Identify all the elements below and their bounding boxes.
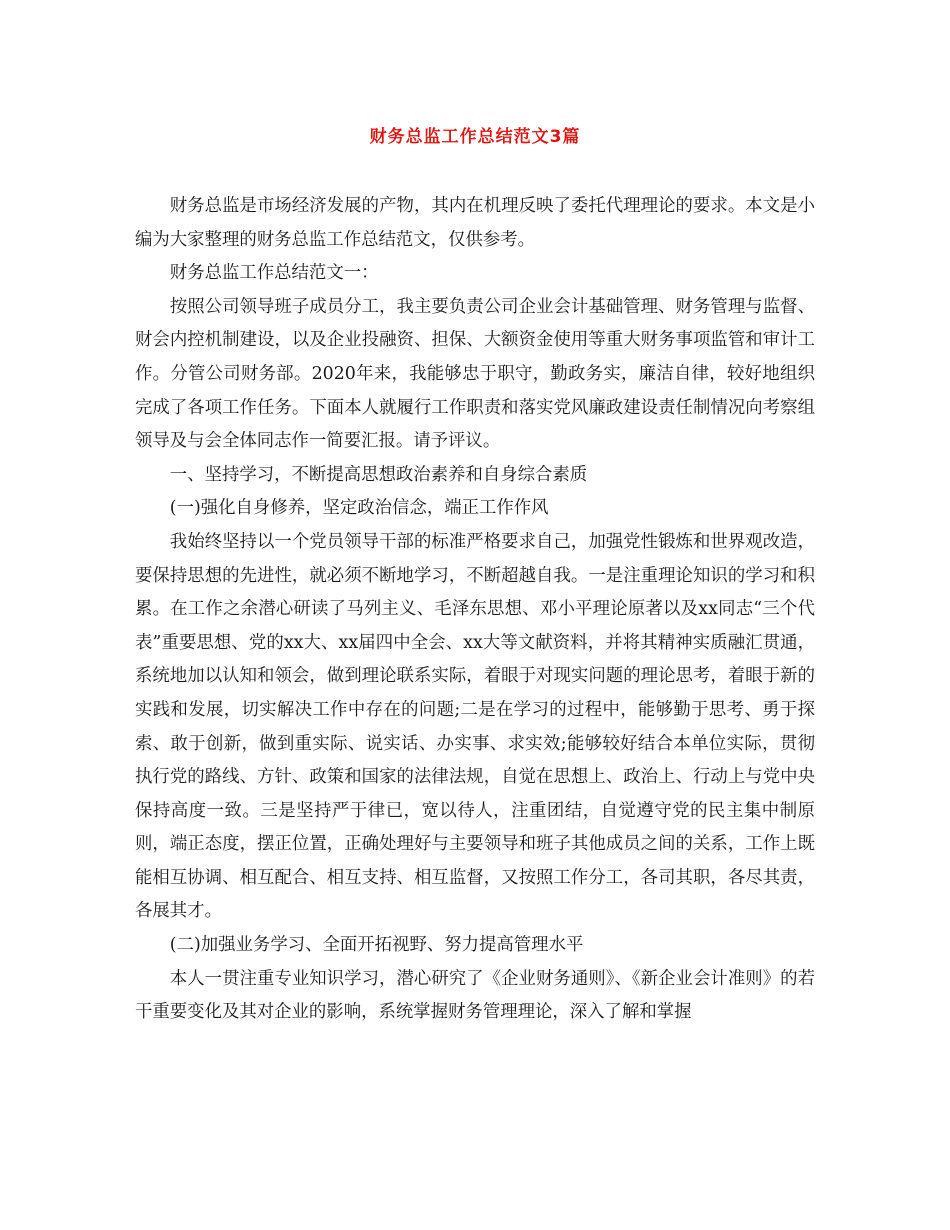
subsection-heading-2: (二)加强业务学习、全面开拓视野、努力提高管理水平	[169, 935, 584, 956]
document-title: 财务总监工作总结范文3篇	[369, 127, 581, 147]
paragraph-self-cultivation: 我始终坚持以一个党员领导干部的标准严格要求自己，加强党性锻炼和世界观改造，要保持思想的先进性，就必须不断地学习，不断超越自我。一是注重理论知识的学习和积累。在工作之余潜心研读了马列主义、毛泽东思想、邓小平理论原著以及xx同志“三个代表”重要思想、党的xx大、xx届四中全会、xx大等文献资料，并将其精神实质融汇贯通，系统地加以认知和领会，做到理论联系实际，着眼于对现实问题的理论思考，着眼于新的实践和发展，切实解决工作中存在的问题;二是在学习的过程中，能够勤于思考、勇于探索、敢于创新，做到重实际、说实话、办实事、求实效;能够较好结合本单位实际，贯彻执行党的路线、方针、政策和国家的法律法规，自觉在思想上、政治上、行动上与党中央保持高度一致。三是坚持严于律已，宽以待人，注重团结，自觉遵守党的民主集中制原则，端正态度，摆正位置，正确处理好与主要领导和班子其他成员之间的关系，工作上既能相互协调、相互配合、相互支持、相互监督，又按照工作分工，各司其职，各尽其责，各展其才。	[135, 531, 815, 922]
section-heading-sample-one: 财务总监工作总结范文一：	[169, 263, 379, 284]
paragraph-professional-study: 本人一贯注重专业知识学习，潜心研究了《企业财务通则》、《新企业会计准则》的若干重要变化及其对企业的影响，系统掌握财务管理理论，深入了解和掌握	[135, 968, 815, 1023]
subsection-heading-1: (一)强化自身修养，坚定政治信念，端正工作作风	[169, 498, 549, 519]
paragraph-intro: 财务总监是市场经济发展的产物，其内在机理反映了委托代理理论的要求。本文是小编为大家整理的财务总监工作总结范文，仅供参考。	[135, 196, 815, 250]
document-body	[135, 190, 815, 1030]
paragraph-responsibilities: 按照公司领导班子成员分工，我主要负责公司企业会计基础管理、财务管理与监督、财会内控机制建设，以及企业投融资、担保、大额资金使用等重大财务事项监管和审计工作。分管公司财务部。2020年来，我能够忠于职守，勤政务实，廉洁自律，较好地组织完成了各项工作任务。下面本人就履行工作职责和落实党风廉政建设责任制情况向考察组领导及与会全体同志作一简要汇报。请予评议。	[135, 296, 815, 452]
section-heading-1: 一、坚持学习，不断提高思想政治素养和自身综合素质	[169, 464, 588, 485]
